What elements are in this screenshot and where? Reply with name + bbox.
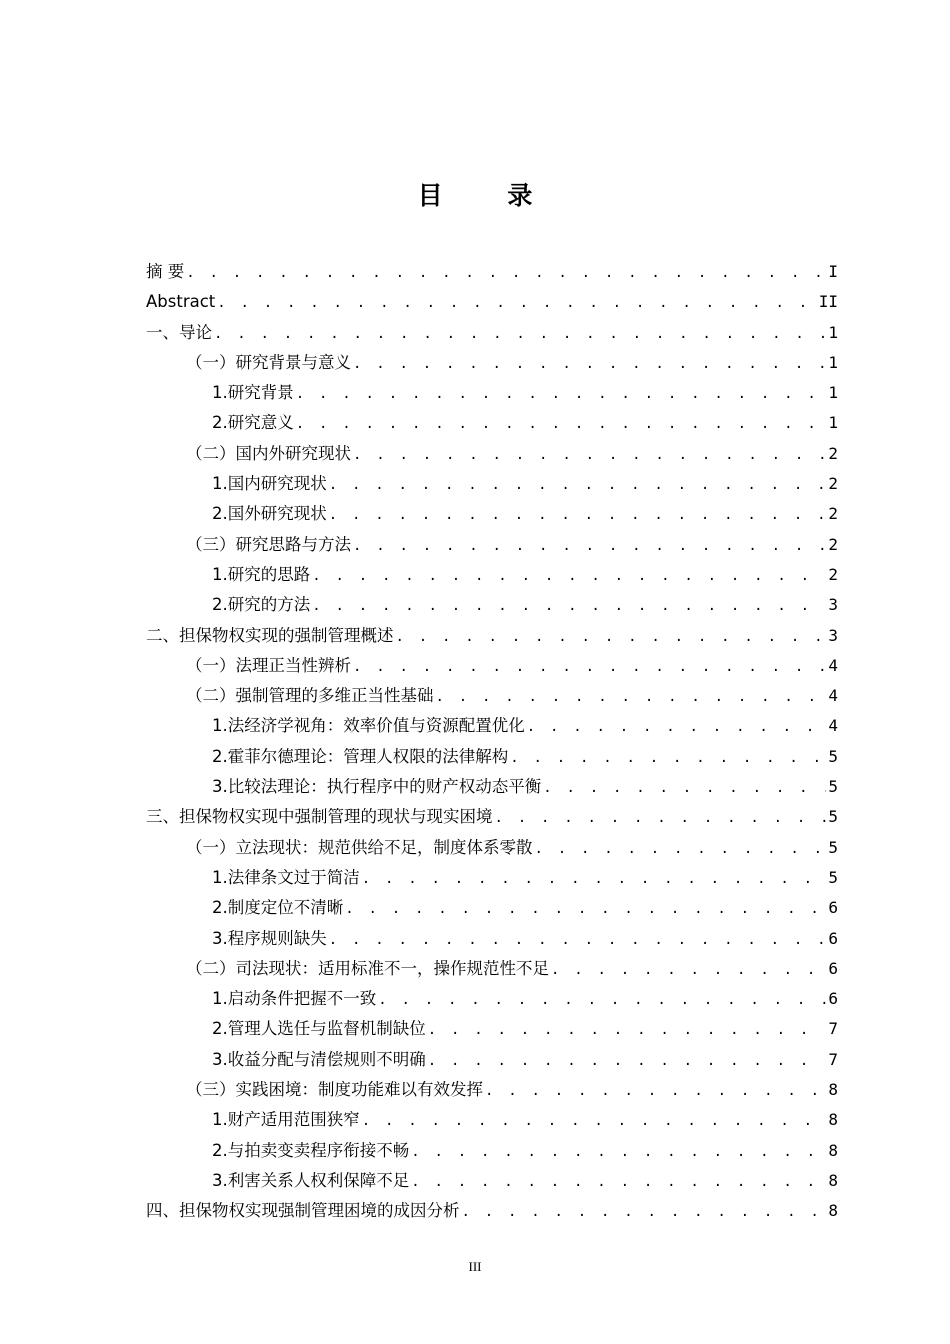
toc-entry-label: 2.制度定位不清晰	[212, 898, 344, 918]
toc-entry-label: （一）研究背景与意义	[186, 352, 351, 372]
dot-leader	[353, 349, 826, 378]
toc-entry-page: 2	[828, 534, 838, 554]
toc-entry-label: （二）司法现状：适用标准不一，操作规范性不足	[186, 958, 549, 978]
toc-entry[interactable]	[146, 1136, 838, 1166]
dot-leader	[362, 864, 827, 893]
dot-leader	[462, 1197, 827, 1226]
dot-leader	[428, 1046, 827, 1075]
dot-leader	[329, 500, 827, 529]
toc-entry-label: （二）国内外研究现状	[186, 443, 351, 463]
toc-entry-page: 1	[828, 383, 838, 403]
toc-entry-page: 8	[828, 1080, 838, 1100]
dot-leader	[485, 1076, 826, 1105]
toc-entry[interactable]	[146, 621, 838, 651]
toc-entry-page: 2	[828, 564, 838, 584]
toc-entry-label: 2.管理人选任与监督机制缺位	[212, 1019, 426, 1039]
page-title: 目 录	[417, 181, 561, 210]
toc-entry-page: 3	[828, 625, 838, 645]
toc-entry-page: 2	[828, 443, 838, 463]
dot-leader	[428, 1015, 827, 1044]
toc-entry[interactable]	[146, 318, 838, 348]
toc-entry-label: 3.程序规则缺失	[212, 928, 327, 948]
toc-entry-page: 8	[828, 1170, 838, 1190]
dot-leader	[214, 319, 826, 348]
dot-leader	[353, 531, 826, 560]
toc-entry[interactable]	[146, 560, 838, 590]
toc-entry[interactable]	[146, 984, 838, 1014]
toc-entry-label: 二、担保物权实现的强制管理概述	[146, 625, 394, 645]
toc-entry[interactable]	[146, 863, 838, 893]
dot-leader	[312, 561, 826, 590]
dot-leader	[436, 682, 827, 711]
toc-entry-page: 4	[828, 655, 838, 675]
toc-entry[interactable]	[146, 772, 838, 802]
toc-entry-page: 8	[828, 1140, 838, 1160]
toc-entry-label: 2.霍菲尔德理论：管理人权限的法律解构	[212, 746, 509, 766]
toc-entry[interactable]	[146, 711, 838, 741]
toc-entry-page: 2	[828, 504, 838, 524]
toc-entry-label: （三）研究思路与方法	[186, 534, 351, 554]
toc-entry[interactable]	[146, 1045, 838, 1075]
toc-entry-page: I	[828, 262, 838, 281]
toc-entry-label: 2.研究意义	[212, 413, 294, 433]
dot-leader	[551, 955, 826, 984]
toc-entry-label: 1.法经济学视角：效率价值与资源配置优化	[212, 716, 525, 736]
dot-leader	[296, 379, 827, 408]
dot-leader	[353, 440, 826, 469]
toc-entry[interactable]	[146, 439, 838, 469]
dot-leader	[353, 652, 826, 681]
toc-entry-page: 1	[828, 352, 838, 372]
toc-entry[interactable]	[146, 651, 838, 681]
dot-leader	[362, 1106, 827, 1135]
toc-entry-label: 3.比较法理论：执行程序中的财产权动态平衡	[212, 777, 542, 797]
toc-entry-page: 5	[828, 777, 838, 797]
toc-entry-label: （一）立法现状：规范供给不足，制度体系零散	[186, 837, 533, 857]
toc-entry[interactable]	[146, 742, 838, 772]
toc-entry[interactable]	[146, 681, 838, 711]
toc-entry[interactable]	[146, 408, 838, 438]
dot-leader	[396, 622, 827, 651]
toc-entry[interactable]	[146, 378, 838, 408]
dot-leader	[329, 925, 827, 954]
toc-entry[interactable]	[146, 924, 838, 954]
toc-entry[interactable]	[146, 893, 838, 923]
toc-entry-label: 2.与拍卖变卖程序衔接不畅	[212, 1140, 410, 1160]
toc-entry-label: （一）法理正当性辨析	[186, 655, 351, 675]
toc-entry[interactable]	[146, 287, 838, 317]
toc-entry[interactable]	[146, 1105, 838, 1135]
toc-entry-page: 3	[828, 595, 838, 615]
page-number: III	[468, 1259, 482, 1274]
toc-entry-label: 三、担保物权实现中强制管理的现状与现实困境	[146, 807, 493, 827]
toc-entry-page: 8	[828, 1201, 838, 1221]
toc-entry-page: 5	[828, 746, 838, 766]
toc-entry-page: 6	[828, 958, 838, 978]
dot-leader	[312, 591, 826, 620]
toc-entry-label: 1.法律条文过于简洁	[212, 867, 360, 887]
toc-entry-label: 1.国内研究现状	[212, 474, 327, 494]
toc-entry[interactable]	[146, 530, 838, 560]
dot-leader	[329, 470, 827, 499]
toc-entry-page: 2	[828, 474, 838, 494]
toc-entry[interactable]	[146, 590, 838, 620]
toc-entry[interactable]	[146, 1075, 838, 1105]
dot-leader	[411, 1167, 826, 1196]
toc-entry-label: 四、担保物权实现强制管理困境的成因分析	[146, 1201, 460, 1221]
toc-entry-page: 4	[828, 686, 838, 706]
toc-entry-page: 5	[828, 837, 838, 857]
dot-leader	[510, 743, 826, 772]
toc-entry-page: 5	[828, 867, 838, 887]
table-of-contents	[146, 257, 838, 1227]
toc-entry-label: 1.研究的思路	[212, 564, 311, 584]
toc-entry[interactable]	[146, 469, 838, 499]
dot-leader	[543, 773, 826, 802]
toc-entry[interactable]	[146, 348, 838, 378]
toc-entry-page: 1	[828, 413, 838, 433]
toc-entry-page: 7	[828, 1049, 838, 1069]
toc-entry-label: （二）强制管理的多维正当性基础	[186, 686, 434, 706]
toc-entry-page: 7	[828, 1019, 838, 1039]
toc-entry-page: 1	[828, 322, 838, 342]
toc-entry-label: 3.收益分配与清偿规则不明确	[212, 1049, 426, 1069]
toc-entry-label: 一、导论	[146, 322, 212, 342]
dot-leader	[527, 712, 827, 741]
toc-entry-page: II	[818, 292, 838, 312]
toc-entry[interactable]	[146, 1196, 838, 1226]
toc-entry-page: 6	[828, 989, 838, 1009]
toc-entry[interactable]	[146, 833, 838, 863]
toc-entry[interactable]	[146, 1166, 838, 1196]
toc-entry-label: 1.财产适用范围狭窄	[212, 1110, 360, 1130]
toc-entry[interactable]	[146, 954, 838, 984]
toc-entry-page: 5	[828, 807, 838, 827]
dot-leader	[378, 985, 826, 1014]
dot-leader	[411, 1137, 826, 1166]
toc-entry[interactable]	[146, 257, 838, 287]
dot-leader	[186, 258, 826, 287]
toc-entry[interactable]	[146, 802, 838, 832]
toc-entry-page: 6	[828, 928, 838, 948]
toc-entry-label: （三）实践困境：制度功能难以有效发挥	[186, 1080, 483, 1100]
toc-entry[interactable]	[146, 1014, 838, 1044]
toc-entry-label: 摘 要	[146, 262, 185, 281]
dot-leader	[217, 288, 816, 317]
toc-entry-page: 8	[828, 1110, 838, 1130]
toc-entry-page: 6	[828, 898, 838, 918]
dot-leader	[495, 803, 827, 832]
toc-entry-label: 3.利害关系人权利保障不足	[212, 1170, 410, 1190]
dot-leader	[535, 834, 827, 863]
toc-entry-label: 1.研究背景	[212, 383, 294, 403]
toc-entry[interactable]	[146, 499, 838, 529]
toc-entry-label: 2.国外研究现状	[212, 504, 327, 524]
toc-entry-label: 2.研究的方法	[212, 595, 311, 615]
dot-leader	[296, 409, 827, 438]
toc-entry-label: Abstract	[146, 292, 216, 312]
dot-leader	[345, 894, 826, 923]
toc-entry-page: 4	[828, 716, 838, 736]
toc-entry-label: 1.启动条件把握不一致	[212, 989, 377, 1009]
